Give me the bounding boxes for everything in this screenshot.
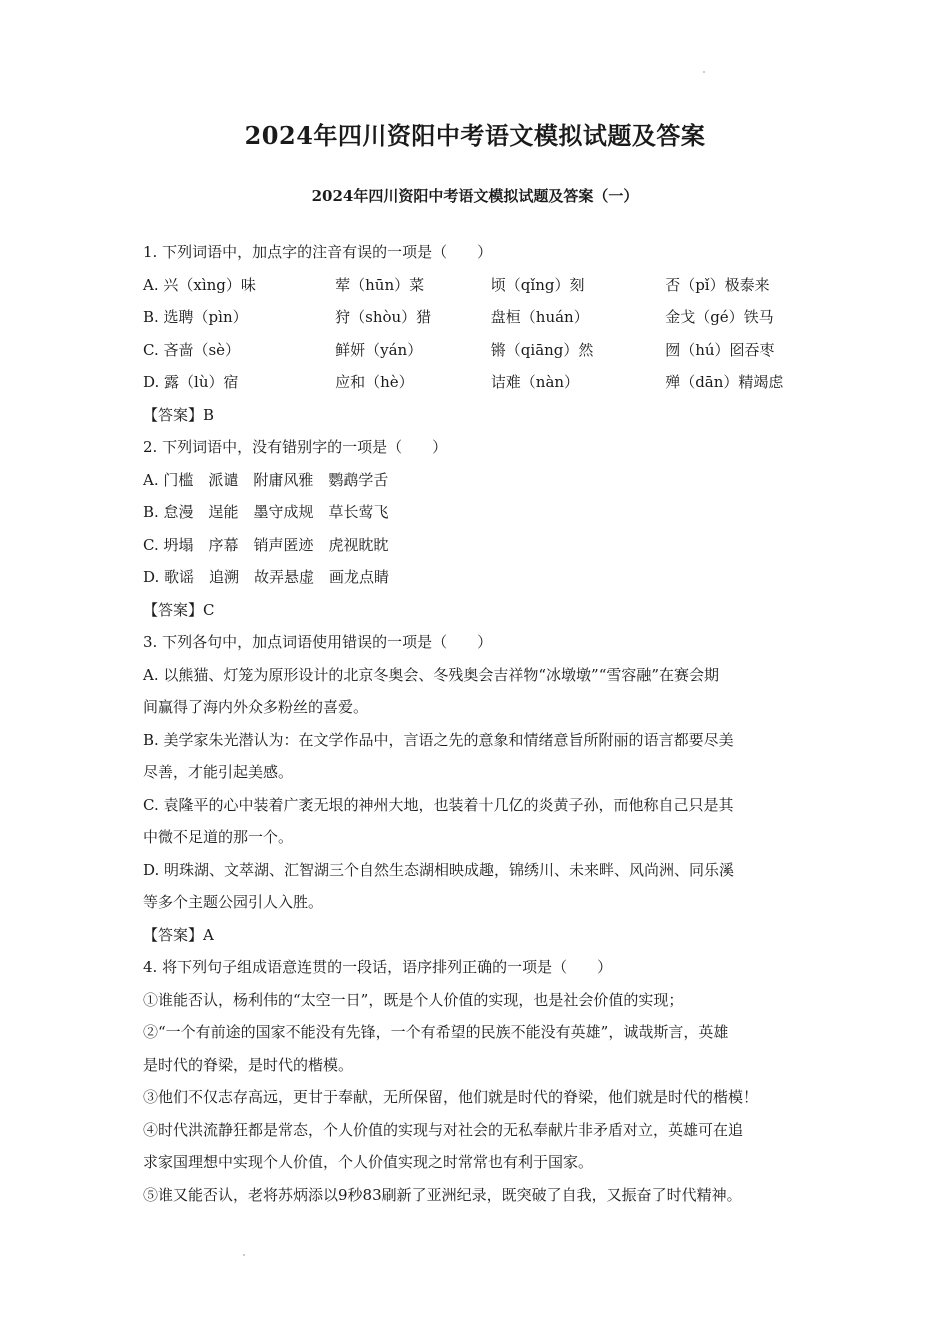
q1-option-cell: 诘难（nàn）: [490, 373, 580, 391]
document-title: 2024年四川资阳中考语文模拟试题及答案: [244, 121, 706, 150]
q1-option-cell: 否（pǐ）极泰来: [665, 275, 770, 294]
q1-option-cell: 鲜妍（yán）: [335, 340, 423, 359]
q3-option-d-line2: 等多个主题公园引人入胜。: [143, 893, 324, 911]
q4-sentence-1: ①谁能否认，杨利伟的“太空一日”，既是个人价值的实现，也是社会价值的实现；: [143, 990, 684, 1009]
q2-stem: 2. 下列词语中，没有错别字的一项是（ ）: [143, 438, 448, 456]
q1-stem: 1. 下列词语中，加点字的注音有误的一项是（ ）: [143, 243, 493, 261]
q3-stem: 3. 下列各句中，加点词语使用错误的一项是（ ）: [143, 633, 493, 651]
q1-option-cell: 金戈（gé）铁马: [665, 308, 774, 326]
q1-option-cell: D. 露（lù）宿: [143, 373, 239, 391]
q2-option-d: D. 歌谣 追溯 故弄悬虚 画龙点睛: [143, 568, 390, 586]
q3-option-c-line2: 中微不足道的那一个。: [143, 828, 294, 846]
page-speck: [243, 1254, 245, 1256]
q1-option-cell: 狩（shòu）猎: [335, 308, 432, 326]
q2-option-b: B. 怠漫 逞能 墨守成规 草长莺飞: [143, 503, 389, 521]
q3-option-c-line1: C. 袁隆平的心中装着广袤无垠的神州大地，也装着十几亿的炎黄子孙，而他称自己只是其: [143, 795, 734, 814]
q4-sentence-4-line1: ④时代洪流静狂都是常态，个人价值的实现与对社会的无私奉献片非矛盾对立，英雄可在追: [143, 1120, 744, 1139]
q1-option-cell: 顷（qǐng）刻: [490, 275, 585, 294]
q4-sentence-4-line2: 求家国理想中实现个人价值，个人价值实现之时常常也有利于国家。: [143, 1153, 594, 1171]
q1-option-cell: 盘桓（huán）: [490, 308, 589, 326]
q1-option-cell: 荤（hūn）菜: [335, 275, 425, 294]
q1-option-cell: 锵（qiāng）然: [490, 340, 594, 359]
q2-option-a: A. 门槛 派谴 附庸风雅 鹦鹉学舌: [143, 470, 389, 489]
q4-sentence-2-line1: ②“一个有前途的国家不能没有先锋，一个有希望的民族不能没有英雄”，诚哉斯言，英雄: [143, 1023, 729, 1041]
q4-sentence-5: ⑤谁又能否认，老将苏炳添以9秒83刷新了亚洲纪录，既突破了自我，又振奋了时代精神。: [143, 1185, 742, 1204]
q3-option-a-line1: A. 以熊猫、灯笼为原形设计的北京冬奥会、冬残奥会吉祥物“冰墩墩”“雪容融”在赛会期: [143, 665, 720, 684]
page-speck: [703, 71, 705, 73]
q1-option-cell: 囫（hú）囵吞枣: [665, 340, 775, 359]
q4-sentence-3: ③他们不仅志存高远，更甘于奉献，无所保留，他们就是时代的脊梁，他们就是时代的楷模！: [143, 1088, 759, 1106]
q3-option-b-line2: 尽善，才能引起美感。: [143, 763, 294, 781]
q1-option-row-c: [143, 334, 813, 367]
q1-option-cell: A. 兴（xìng）味: [143, 275, 256, 294]
document-body: [143, 236, 813, 1211]
q1-option-row-a: [143, 269, 813, 302]
q1-option-cell: C. 吝啬（sè）: [143, 340, 241, 359]
q1-option-row-b: [143, 301, 813, 334]
q1-option-cell: 殚（dān）精竭虑: [665, 373, 784, 391]
q3-option-a-line2: 间赢得了海内外众多粉丝的喜爱。: [143, 698, 369, 716]
q3-option-b-line1: B. 美学家朱光潜认为：在文学作品中，言语之先的意象和情绪意旨所附丽的语言都要尽美: [143, 730, 734, 749]
q1-option-cell: B. 选聘（pìn）: [143, 308, 248, 326]
q3-answer: 【答案】A: [143, 925, 214, 944]
q1-option-cell: 应和（hè）: [335, 373, 414, 391]
q4-stem: 4. 将下列句子组成语意连贯的一段话，语序排列正确的一项是（ ）: [143, 958, 613, 976]
q2-option-c: C. 坍塌 序幕 销声匿迹 虎视眈眈: [143, 535, 389, 554]
document-subtitle: 2024年四川资阳中考语文模拟试题及答案（一）: [311, 187, 639, 205]
q4-sentence-2-line2: 是时代的脊梁，是时代的楷模。: [143, 1055, 354, 1074]
q1-option-row-d: [143, 366, 813, 399]
q3-option-d-line1: D. 明珠湖、文萃湖、汇智湖三个自然生态湖相映成趣，锦绣川、未来畔、风尚洲、同乐溪: [143, 860, 735, 879]
q2-answer: 【答案】C: [143, 600, 215, 619]
q1-answer: 【答案】B: [143, 405, 215, 424]
